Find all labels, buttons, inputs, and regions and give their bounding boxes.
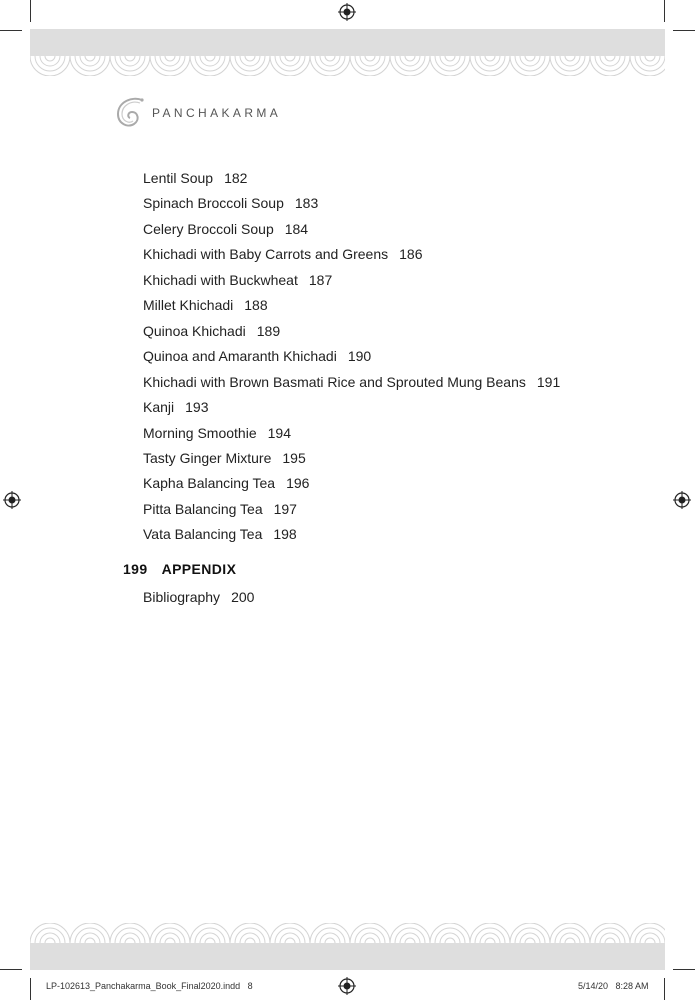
- entry-page: 183: [294, 195, 319, 211]
- toc-entry: [143, 399, 209, 415]
- registration-mark-icon: [338, 3, 356, 21]
- entry-page: 191: [536, 374, 561, 390]
- crop-mark: [0, 30, 22, 31]
- entry-title: Kapha Balancing Tea: [143, 475, 276, 491]
- entry-page: 187: [308, 272, 333, 288]
- toc-entry: [143, 425, 291, 441]
- toc-entry: [143, 272, 332, 288]
- running-head: PANCHAKARMA: [152, 106, 282, 120]
- crop-mark: [664, 0, 665, 22]
- header-band: [30, 29, 665, 56]
- entry-page: 188: [244, 297, 268, 313]
- toc-entry: [143, 170, 247, 186]
- crop-mark: [30, 978, 31, 1000]
- toc-entry: [143, 246, 422, 262]
- entry-title: Khichadi with Brown Basmati Rice and Sprouted Mung Beans: [143, 374, 526, 390]
- slug-datetime: 5/14/20 8:28 AM: [578, 981, 649, 991]
- entry-page: 182: [224, 170, 248, 186]
- entry-title: Tasty Ginger Mixture: [143, 450, 272, 466]
- footer-band: [30, 943, 665, 970]
- entry-title: Celery Broccoli Soup: [143, 221, 274, 237]
- entry-page: 194: [267, 425, 291, 441]
- section-page: 199: [123, 561, 148, 577]
- entry-title: Pitta Balancing Tea: [143, 501, 263, 517]
- entry-title: Quinoa Khichadi: [143, 323, 246, 339]
- toc-entry: [143, 374, 560, 390]
- crop-mark: [664, 978, 665, 1000]
- entry-page: 189: [256, 323, 281, 339]
- registration-mark-icon: [3, 491, 21, 509]
- toc-entry: [143, 195, 318, 211]
- entry-page: 186: [399, 246, 423, 262]
- toc-entry: [143, 475, 309, 491]
- entry-page: 195: [282, 450, 306, 466]
- toc-entry: [143, 450, 306, 466]
- entry-page: 190: [347, 348, 372, 364]
- entry-title: Khichadi with Baby Carrots and Greens: [143, 246, 389, 262]
- paisley-logo-icon: [112, 94, 148, 130]
- crop-mark: [673, 969, 695, 970]
- entry-page: 198: [273, 526, 297, 542]
- toc-entry: [143, 501, 297, 517]
- toc-entry: [143, 297, 268, 313]
- entry-title: Khichadi with Buckwheat: [143, 272, 298, 288]
- entry-page: 200: [231, 589, 255, 605]
- entry-title: Morning Smoothie: [143, 425, 257, 441]
- entry-title: Spinach Broccoli Soup: [143, 195, 284, 211]
- section-heading-appendix: [123, 561, 236, 577]
- slug-filename: LP-102613_Panchakarma_Book_Final2020.indd 8: [46, 981, 253, 991]
- toc-entry: [143, 221, 308, 237]
- toc-entry: [143, 323, 280, 339]
- toc-entry: [143, 348, 371, 364]
- entry-title: Kanji: [143, 399, 175, 415]
- registration-mark-icon: [338, 977, 356, 995]
- scallop-border: [30, 56, 665, 76]
- entry-title: Vata Balancing Tea: [143, 526, 263, 542]
- entry-page: 197: [273, 501, 297, 517]
- entry-title: Quinoa and Amaranth Khichadi: [143, 348, 337, 364]
- entry-title: Millet Khichadi: [143, 297, 234, 313]
- entry-page: 196: [286, 475, 310, 491]
- scallop-border: [30, 923, 665, 943]
- crop-mark: [673, 30, 695, 31]
- registration-mark-icon: [673, 491, 691, 509]
- entry-page: 193: [185, 399, 209, 415]
- entry-title: Lentil Soup: [143, 170, 214, 186]
- crop-mark: [30, 0, 31, 22]
- section-title: APPENDIX: [161, 561, 237, 577]
- toc-entry: [143, 589, 254, 605]
- toc-entry: [143, 526, 297, 542]
- entry-title: Bibliography: [143, 589, 221, 605]
- entry-page: 184: [284, 221, 309, 237]
- crop-mark: [0, 969, 22, 970]
